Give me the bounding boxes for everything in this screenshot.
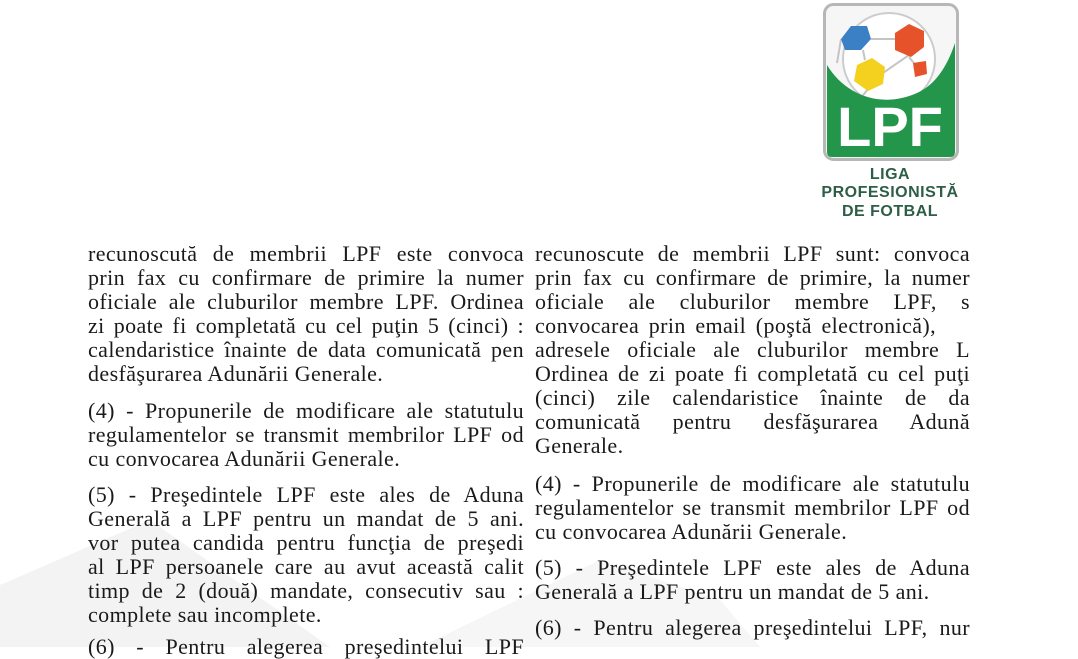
text-line: prin fax cu confirmare de primire la numer [88, 265, 524, 290]
logo-abbreviation: LPF [837, 95, 943, 158]
text-line: regulamentelor se transmit membrilor LPF od [88, 422, 524, 447]
left-paragraph-5 [88, 483, 524, 627]
text-line: (5) - Preşedintele LPF este ales de Aduna [535, 555, 970, 580]
text-line: convocarea prin email (poştă electronică), [535, 313, 936, 338]
text-line: timp de 2 (două) mandate, consecutiv sau : [88, 578, 524, 603]
logo-name-line-1: LIGA [869, 166, 911, 183]
lpf-logo-emblem [823, 3, 959, 161]
text-line: Generală a LPF pentru un mandat de 5 ani. [88, 506, 524, 531]
left-paragraph-continued [88, 242, 524, 386]
text-line: Ordinea de zi poate fi completată cu cel puţi [535, 361, 970, 386]
text-line: cu convocarea Adunării Generale. [535, 519, 848, 544]
text-line: oficiale ale cluburilor membre LPF. Ordinea [88, 289, 524, 314]
text-line: calendaristice înainte de data comunicată pen [88, 337, 524, 362]
text-line: zi poate fi completată cu cel puţin 5 (cinci) : [88, 313, 524, 338]
right-paragraph-5 [535, 556, 970, 604]
right-paragraph-4 [535, 472, 970, 544]
text-line: Generală a LPF pentru un mandat de 5 ani. [535, 579, 930, 604]
text-line: oficiale ale cluburilor membre LPF, s [535, 289, 970, 314]
text-line: al LPF persoanele care au avut această calit [88, 554, 524, 579]
left-paragraph-6 [88, 634, 524, 659]
text-line: vor putea candida pentru funcţia de preşedi [88, 530, 524, 555]
text-line: (6) - Pentru alegerea preşedintelui LPF, nur [535, 615, 970, 640]
text-line: Generale. [535, 433, 624, 458]
text-line: (5) - Preşedintele LPF este ales de Aduna [88, 482, 524, 507]
text-line: regulamentelor se transmit membrilor LPF od [535, 495, 970, 520]
left-column [88, 0, 524, 659]
text-line: desfăşurarea Adunării Generale. [88, 361, 384, 386]
text-line: cu convocarea Adunării Generale. [88, 446, 401, 471]
logo-name-line-2: PROFESIONISTĂ [821, 184, 959, 201]
text-line: prin fax cu confirmare de primire, la numer [535, 265, 970, 290]
text-line: complete sau incomplete. [88, 602, 322, 627]
text-line: adresele oficiale ale cluburilor membre L [535, 337, 970, 362]
text-line: recunoscută de membrii LPF este convoca [88, 241, 524, 266]
text-line: (cinci) zile calendaristice înainte de da [535, 385, 970, 410]
logo-name-line-3: DE FOTBAL [841, 203, 939, 220]
left-paragraph-4 [88, 399, 524, 471]
text-line: (4) - Propunerile de modificare ale statutulu [88, 398, 524, 423]
text-line: (4) - Propunerile de modificare ale statutulu [535, 471, 970, 496]
text-line: comunicată pentru desfăşurarea Adună [535, 409, 970, 434]
text-line-cut: (6) - Pentru alegerea preşedintelui LPF [88, 634, 524, 659]
right-paragraph-continued [535, 242, 970, 458]
text-line: recunoscute de membrii LPF sunt: convoca [535, 241, 970, 266]
right-paragraph-6 [535, 616, 970, 640]
